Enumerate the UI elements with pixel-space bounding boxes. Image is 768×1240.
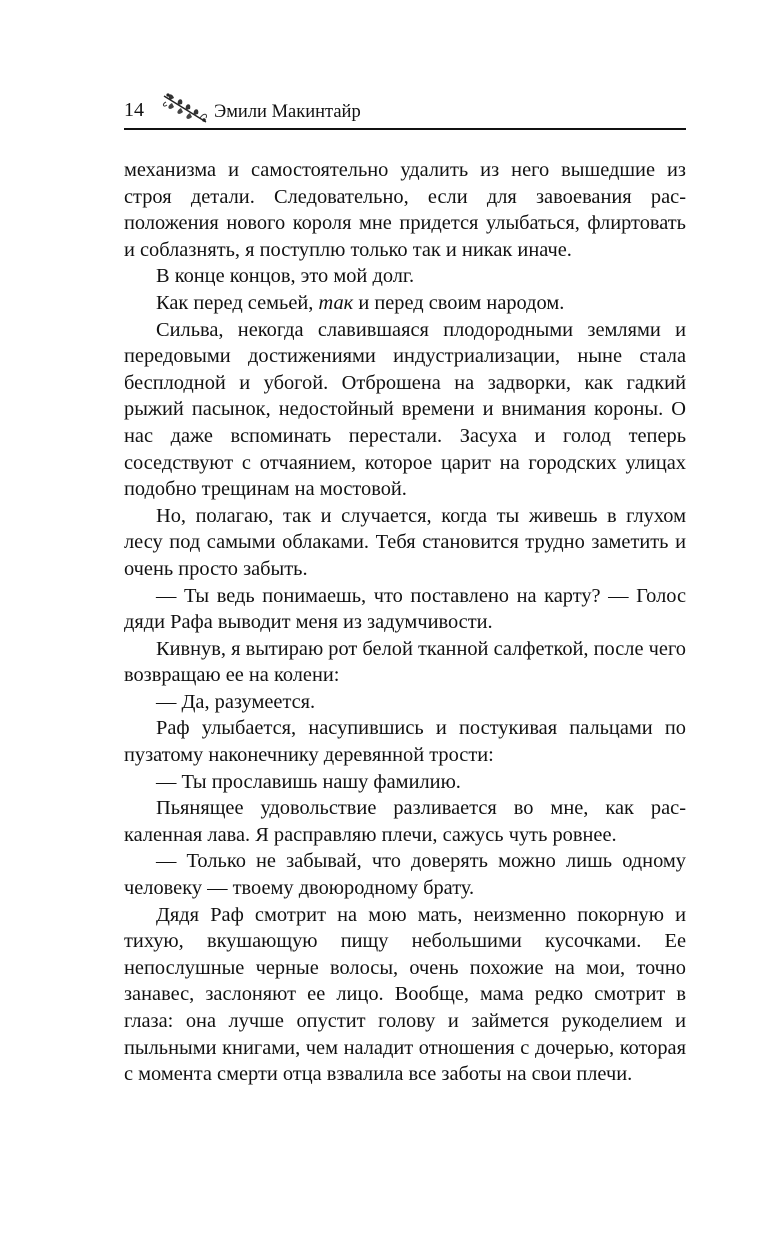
author-name: Эмили Макинтайр — [214, 102, 361, 122]
paragraph-4: Сильва, некогда славившаяся плодородными землями и передовыми достижениями индустриализации, ныне стала бесплодной и убогой. Отброшена на задворки, как гадкий рыжий пасынок, недостойный времени и внимания короны. О нас даже вспоминать перестали. Засуха и голод теперь соседствуют с отчаянием, которое царит на городских улицах подобно трещинам на мостовой. — [124, 318, 686, 501]
paragraph-1: механизма и самостоятельно удалить из него вышедшие из строя детали. Следовательно, если для завоевания расположения нового короля мне придется улыбаться, флиртовать и соблазнять, я поступлю только так и никак иначе. — [124, 159, 686, 261]
paragraph-13: Дядя Раф смотрит на мою мать, неизменно покорную и тихую, вкушающую пищу небольшими кусочками. Ее непослушные черные волосы, очень похожие на мои, точно занавес, заслоняют ее лицо. Вообще, мама редко смотрит в глаза: она лучше опустит голову и займется рукоделием и пыльными книгами, чем наладит отношения с дочерью, которая с момента смерти отца взвалила все заботы на свои плечи. — [124, 903, 686, 1086]
paragraph-5: Но, полагаю, так и случается, когда ты живешь в глухом лесу под самыми облаками. Тебя становится трудно заметить и очень просто забыть. — [124, 504, 686, 580]
paragraph-3-start: Как перед семьей, — [156, 291, 319, 314]
paragraph-7: Кивнув, я вытираю рот белой тканной салфеткой, после чего возвращаю ее на колени: — [124, 637, 686, 687]
body-text — [124, 157, 686, 1088]
floral-sprig-ornament-icon — [160, 92, 210, 126]
paragraph-12: — Только не забывай, что доверять можно лишь одному человеку — твоему двоюродному брату. — [124, 850, 686, 900]
paragraph-10: — Ты прославишь нашу фамилию. — [156, 770, 461, 793]
paragraph-3-end: и перед своим народом. — [353, 291, 565, 314]
paragraph-8: — Да, разумеется. — [156, 690, 316, 713]
header-rule — [124, 128, 686, 130]
running-head — [124, 92, 686, 128]
paragraph-11: Пьянящее удовольствие разливается во мне, как раскаленная лава. Я расправляю плечи, сажусь чуть ровнее. — [124, 797, 686, 846]
paragraph-9: Раф улыбается, насупившись и постукивая пальцами по пузатому наконечнику деревянной трости: — [124, 717, 686, 767]
paragraph-3 — [124, 290, 686, 317]
emphasis-word: так — [318, 291, 354, 314]
paragraph-6: — Ты ведь понимаешь, что поставлено на карту? — Голос дяди Рафа выводит меня из задумчивости. — [124, 584, 686, 634]
paragraph-2: В конце концов, это мой долг. — [156, 265, 415, 288]
page-number: 14 — [124, 99, 144, 121]
